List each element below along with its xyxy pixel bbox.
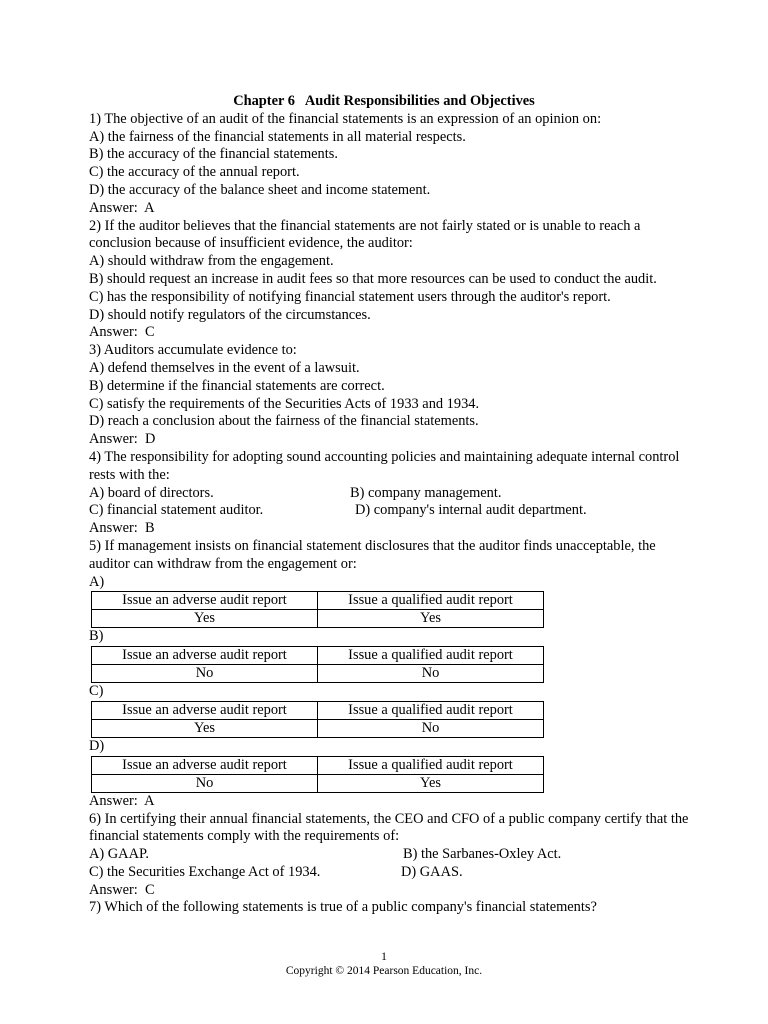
question-stem: 6) In certifying their annual financial statements, the CEO and CFO of a public company certify that the financial statements comply with the requirements of: (89, 810, 689, 845)
table-cell: No (318, 719, 544, 737)
table-cell: Yes (92, 610, 318, 628)
answer: Answer: A (89, 199, 155, 216)
table-cell: Yes (92, 719, 318, 737)
table-header: Issue a qualified audit report (318, 701, 544, 719)
answer: Answer: C (89, 881, 155, 898)
option-c: C) the accuracy of the annual report. (89, 164, 300, 181)
option-a: A) GAAP. (89, 846, 149, 863)
question-3 (89, 342, 689, 449)
option-c: C) has the responsibility of notifying financial statement users through the auditor's report. (89, 288, 611, 305)
question-content (89, 93, 689, 917)
question-stem: 1) The objective of an audit of the financial statements is an expression of an opinion on: (89, 110, 602, 127)
option-label: A) (89, 573, 105, 590)
table-header: Issue a qualified audit report (318, 647, 544, 665)
option-label: C) (89, 683, 104, 700)
table-header: Issue an adverse audit report (92, 756, 318, 774)
option-row (89, 846, 689, 864)
table-header: Issue an adverse audit report (92, 647, 318, 665)
option-d: D) should notify regulators of the circumstances. (89, 306, 371, 323)
option-b: B) determine if the financial statements are correct. (89, 377, 385, 394)
question-stem: 3) Auditors accumulate evidence to: (89, 342, 297, 359)
question-5 (89, 538, 689, 811)
option-a: A) should withdraw from the engagement. (89, 253, 334, 270)
option-d: D) company's internal audit department. (355, 502, 587, 519)
table-header: Issue a qualified audit report (318, 592, 544, 610)
option-b: B) should request an increase in audit fees so that more resources can be used to conduct the audit. (89, 270, 657, 287)
question-4 (89, 449, 689, 538)
question-7 (89, 899, 689, 917)
question-stem: 4) The responsibility for adopting sound accounting policies and maintaining adequate internal control rests with the: (89, 448, 680, 483)
option-row (89, 502, 689, 520)
option-d: D) GAAS. (401, 863, 463, 880)
question-stem: 7) Which of the following statements is true of a public company's financial statements? (89, 899, 597, 916)
table-cell: Yes (318, 610, 544, 628)
question-stem: 5) If management insists on financial statement disclosures that the auditor finds unacceptable, the auditor can withdraw from the engagement or: (89, 537, 656, 572)
question-6 (89, 811, 689, 900)
option-b: B) the Sarbanes-Oxley Act. (403, 846, 562, 863)
option-row (89, 485, 689, 503)
option-label: B) (89, 628, 104, 645)
table-cell: No (92, 774, 318, 792)
question-1 (89, 111, 689, 218)
option-table (91, 646, 544, 683)
question-stem: 2) If the auditor believes that the financial statements are not fairly stated or is unable to reach a conclusion because of insufficient evidence, the auditor: (89, 217, 641, 252)
option-d: D) the accuracy of the balance sheet and income statement. (89, 181, 431, 198)
page-number: 1 (381, 951, 387, 963)
option-d: D) reach a conclusion about the fairness of the financial statements. (89, 413, 479, 430)
answer: Answer: C (89, 324, 155, 341)
table-header: Issue an adverse audit report (92, 701, 318, 719)
table-header: Issue a qualified audit report (318, 756, 544, 774)
answer: Answer: A (89, 792, 155, 809)
option-a: A) board of directors. (89, 484, 214, 501)
chapter-title: Chapter 6 Audit Responsibilities and Objectives (233, 93, 535, 109)
option-c: C) the Securities Exchange Act of 1934. (89, 863, 321, 880)
answer: Answer: B (89, 520, 155, 537)
table-header: Issue an adverse audit report (92, 592, 318, 610)
option-b: B) company management. (350, 484, 502, 501)
table-cell: Yes (318, 774, 544, 792)
table-cell: No (318, 665, 544, 683)
option-a: A) the fairness of the financial statements in all material respects. (89, 128, 466, 145)
option-c: C) financial statement auditor. (89, 502, 264, 519)
answer: Answer: D (89, 431, 156, 448)
option-table (91, 701, 544, 738)
option-a: A) defend themselves in the event of a lawsuit. (89, 359, 360, 376)
question-2 (89, 218, 689, 343)
option-table (91, 756, 544, 793)
option-b: B) the accuracy of the financial statements. (89, 146, 338, 163)
option-row (89, 864, 689, 882)
option-c: C) satisfy the requirements of the Securities Acts of 1933 and 1934. (89, 395, 480, 412)
copyright-notice: Copyright © 2014 Pearson Education, Inc. (285, 965, 483, 977)
table-cell: No (92, 665, 318, 683)
option-table (91, 591, 544, 628)
option-label: D) (89, 737, 105, 754)
